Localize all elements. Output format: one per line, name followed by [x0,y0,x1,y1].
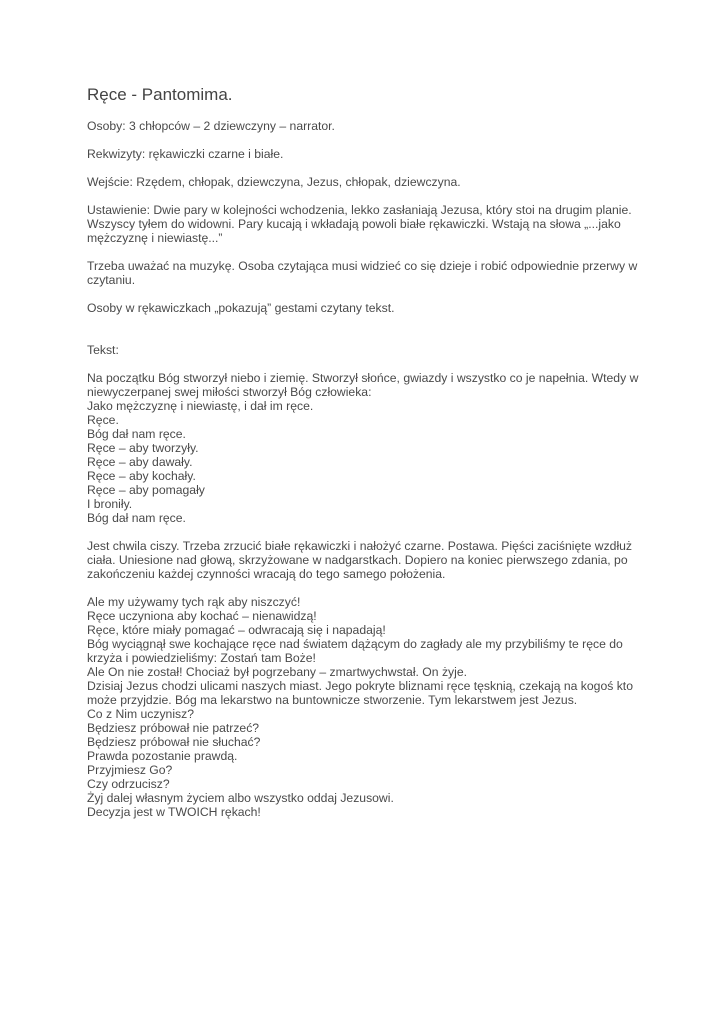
text-line: Dzisiaj Jezus chodzi ulicami naszych miast. Jego pokryte bliznami ręce tęsknią, czekają na kogoś kto może przyjdzie. Bóg ma lekarstwo na buntownicze stworzenie. Tym lekarstwem jest Jezus. [87,679,633,707]
setup-paragraph: Ustawienie: Dwie pary w kolejności wchodzenia, lekko zasłaniają Jezusa, który stoi na drugim planie. Wszyscy tyłem do widowni. Pary kucają i wkładają powoli białe rękawiczki. Wstają na słowa „...jako mężczyznę i niewiastę...” [87,203,632,245]
text-line: Jest chwila ciszy. Trzeba zrzucić białe rękawiczki i nałożyć czarne. Postawa. Pięści zaciśnięte wzdłuż ciała. Uniesione nad głową, skrzyżowane w nadgarstkach. Dopiero na koniec pierwszego zdania, po zakończeniu każdej czynności wracają do tego samego położenia. [87,539,633,581]
text-line: Ale On nie został! Chociaż był pogrzebany – zmartwychwstał. On żyje. [87,665,468,679]
text-line: Ręce – aby kochały. [87,469,196,483]
text-line: Co z Nim uczynisz? [87,707,195,721]
text-line: Przyjmiesz Go? [87,763,173,777]
text-line: Czy odrzucisz? [87,777,170,791]
text-line: Ręce – aby pomagały [87,483,205,497]
text-line: Prawda pozostanie prawdą. [87,749,238,763]
text-line: Na początku Bóg stworzył niebo i ziemię. Stworzył słońce, gwiazdy i wszystko co je napełnia. Wtedy w niewyczerpanej swej miłości stworzył Bóg człowieka: [87,371,639,399]
text-block-creation [87,371,647,525]
text-line: Ręce. [87,413,119,427]
text-line: Bóg dał nam ręce. [87,427,186,441]
music-paragraph: Trzeba uważać na muzykę. Osoba czytająca musi widzieć co się dzieje i robić odpowiednie przerwy w czytaniu. [87,259,638,287]
text-line: Bóg dał nam ręce. [87,511,186,525]
text-line: Będziesz próbował nie patrzeć? [87,721,260,735]
text-line: Ręce – aby tworzyły. [87,441,199,455]
text-line: Jako mężczyznę i niewiastę, i dał im ręce. [87,399,314,413]
document-page [87,84,647,833]
text-line: Ale my używamy tych rąk aby niszczyć! [87,595,301,609]
gloves-paragraph: Osoby w rękawiczkach „pokazują” gestami czytany tekst. [87,301,395,315]
spacer [87,329,647,343]
text-line: Decyzja jest w TWOICH rękach! [87,805,261,819]
text-block-silence [87,539,647,581]
text-line: I broniły. [87,497,133,511]
text-block-destruction [87,595,647,819]
document-title: Ręce - Pantomima. [87,85,233,104]
text-line: Bóg wyciągnął swe kochające ręce nad światem dążącym do zagłady ale my przybiliśmy te ręce do krzyża i powiedzieliśmy: Zostań tam Boże! [87,637,623,665]
text-line: Ręce uczyniona aby kochać – nienawidzą! [87,609,317,623]
text-line: Ręce – aby dawały. [87,455,193,469]
text-label: Tekst: [87,343,119,357]
text-line: Ręce, które miały pomagać – odwracają się i napadają! [87,623,386,637]
persons-paragraph: Osoby: 3 chłopców – 2 dziewczyny – narrator. [87,119,335,133]
text-line: Żyj dalej własnym życiem albo wszystko oddaj Jezusowi. [87,791,394,805]
text-line: Będziesz próbował nie słuchać? [87,735,261,749]
entrance-paragraph: Wejście: Rzędem, chłopak, dziewczyna, Jezus, chłopak, dziewczyna. [87,175,461,189]
props-paragraph: Rekwizyty: rękawiczki czarne i białe. [87,147,284,161]
